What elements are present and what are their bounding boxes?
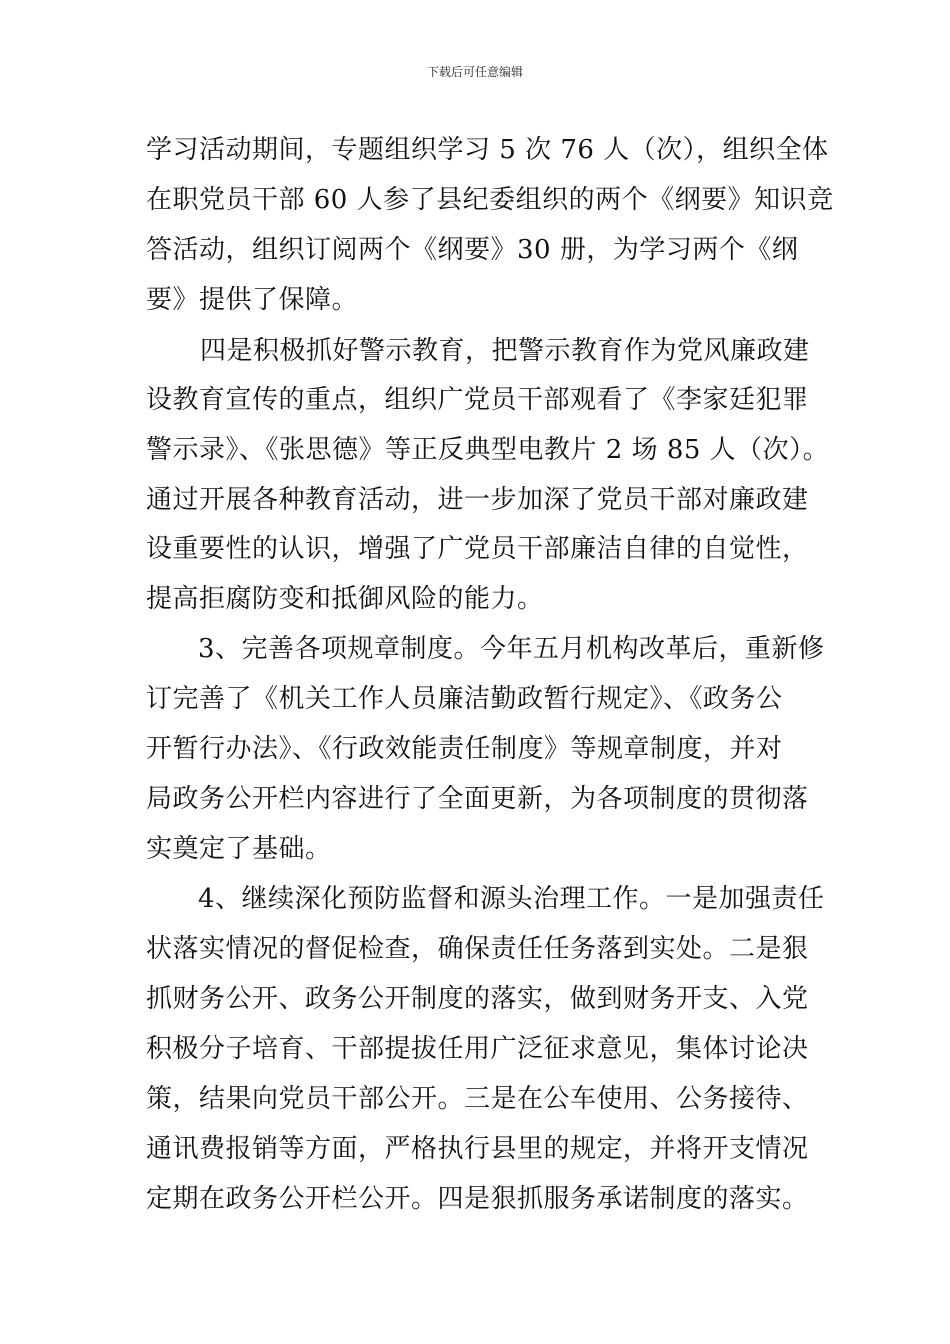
text-line: 设重要性的认识，增强了广党员干部廉洁自律的自觉性，	[146, 534, 809, 564]
text-line: 定期在政务公开栏公开。四是狠抓服务承诺制度的落实。	[146, 1184, 809, 1214]
text-line: 状落实情况的督促检查，确保责任任务落到实处。二是狠	[146, 934, 809, 964]
text-line: 设教育宣传的重点，组织广党员干部观看了《李家廷犯罪	[146, 385, 809, 415]
text-line: 提高拒腐防变和抵御风险的能力。	[146, 584, 544, 614]
text-line: 在职党员干部 60 人参了县纪委组织的两个《纲要》知识竞	[146, 185, 834, 215]
text-line: 订完善了《机关工作人员廉洁勤政暂行规定》、《政务公	[146, 684, 783, 714]
text-line: 局政务公开栏内容进行了全面更新，为各项制度的贯彻落	[146, 784, 809, 814]
text-line: 学习活动期间，专题组织学习 5 次 76 人（次），组织全体	[146, 135, 829, 165]
text-line: 警示录》、《张思德》等正反典型电教片 2 场 85 人（次）。	[146, 435, 830, 465]
text-line: 通讯费报销等方面，严格执行县里的规定，并将开支情况	[146, 1134, 809, 1164]
text-line: 四是积极抓好警示教育，把警示教育作为党风廉政建	[200, 336, 810, 366]
text-line: 要》提供了保障。	[146, 285, 359, 315]
text-line: 3、完善各项规章制度。今年五月机构改革后，重新修	[198, 634, 825, 664]
page-header: 下载后可任意编辑	[426, 65, 523, 79]
text-line: 抓财务公开、政务公开制度的落实，做到财务开支、入党	[146, 984, 809, 1014]
text-line: 开暂行办法》、《行政效能责任制度》等规章制度，并对	[146, 734, 783, 764]
text-line: 答活动，组织订阅两个《纲要》30 册，为学习两个《纲	[146, 235, 799, 265]
text-line: 实奠定了基础。	[146, 834, 332, 864]
text-line: 通过开展各种教育活动，进一步加深了党员干部对廉政建	[146, 485, 809, 515]
text-line: 策，结果向党员干部公开。三是在公车使用、公务接待、	[146, 1084, 809, 1114]
text-line: 积极分子培育、干部提拔任用广泛征求意见，集体讨论决	[146, 1034, 809, 1064]
text-line: 4、继续深化预防监督和源头治理工作。一是加强责任	[198, 884, 825, 914]
